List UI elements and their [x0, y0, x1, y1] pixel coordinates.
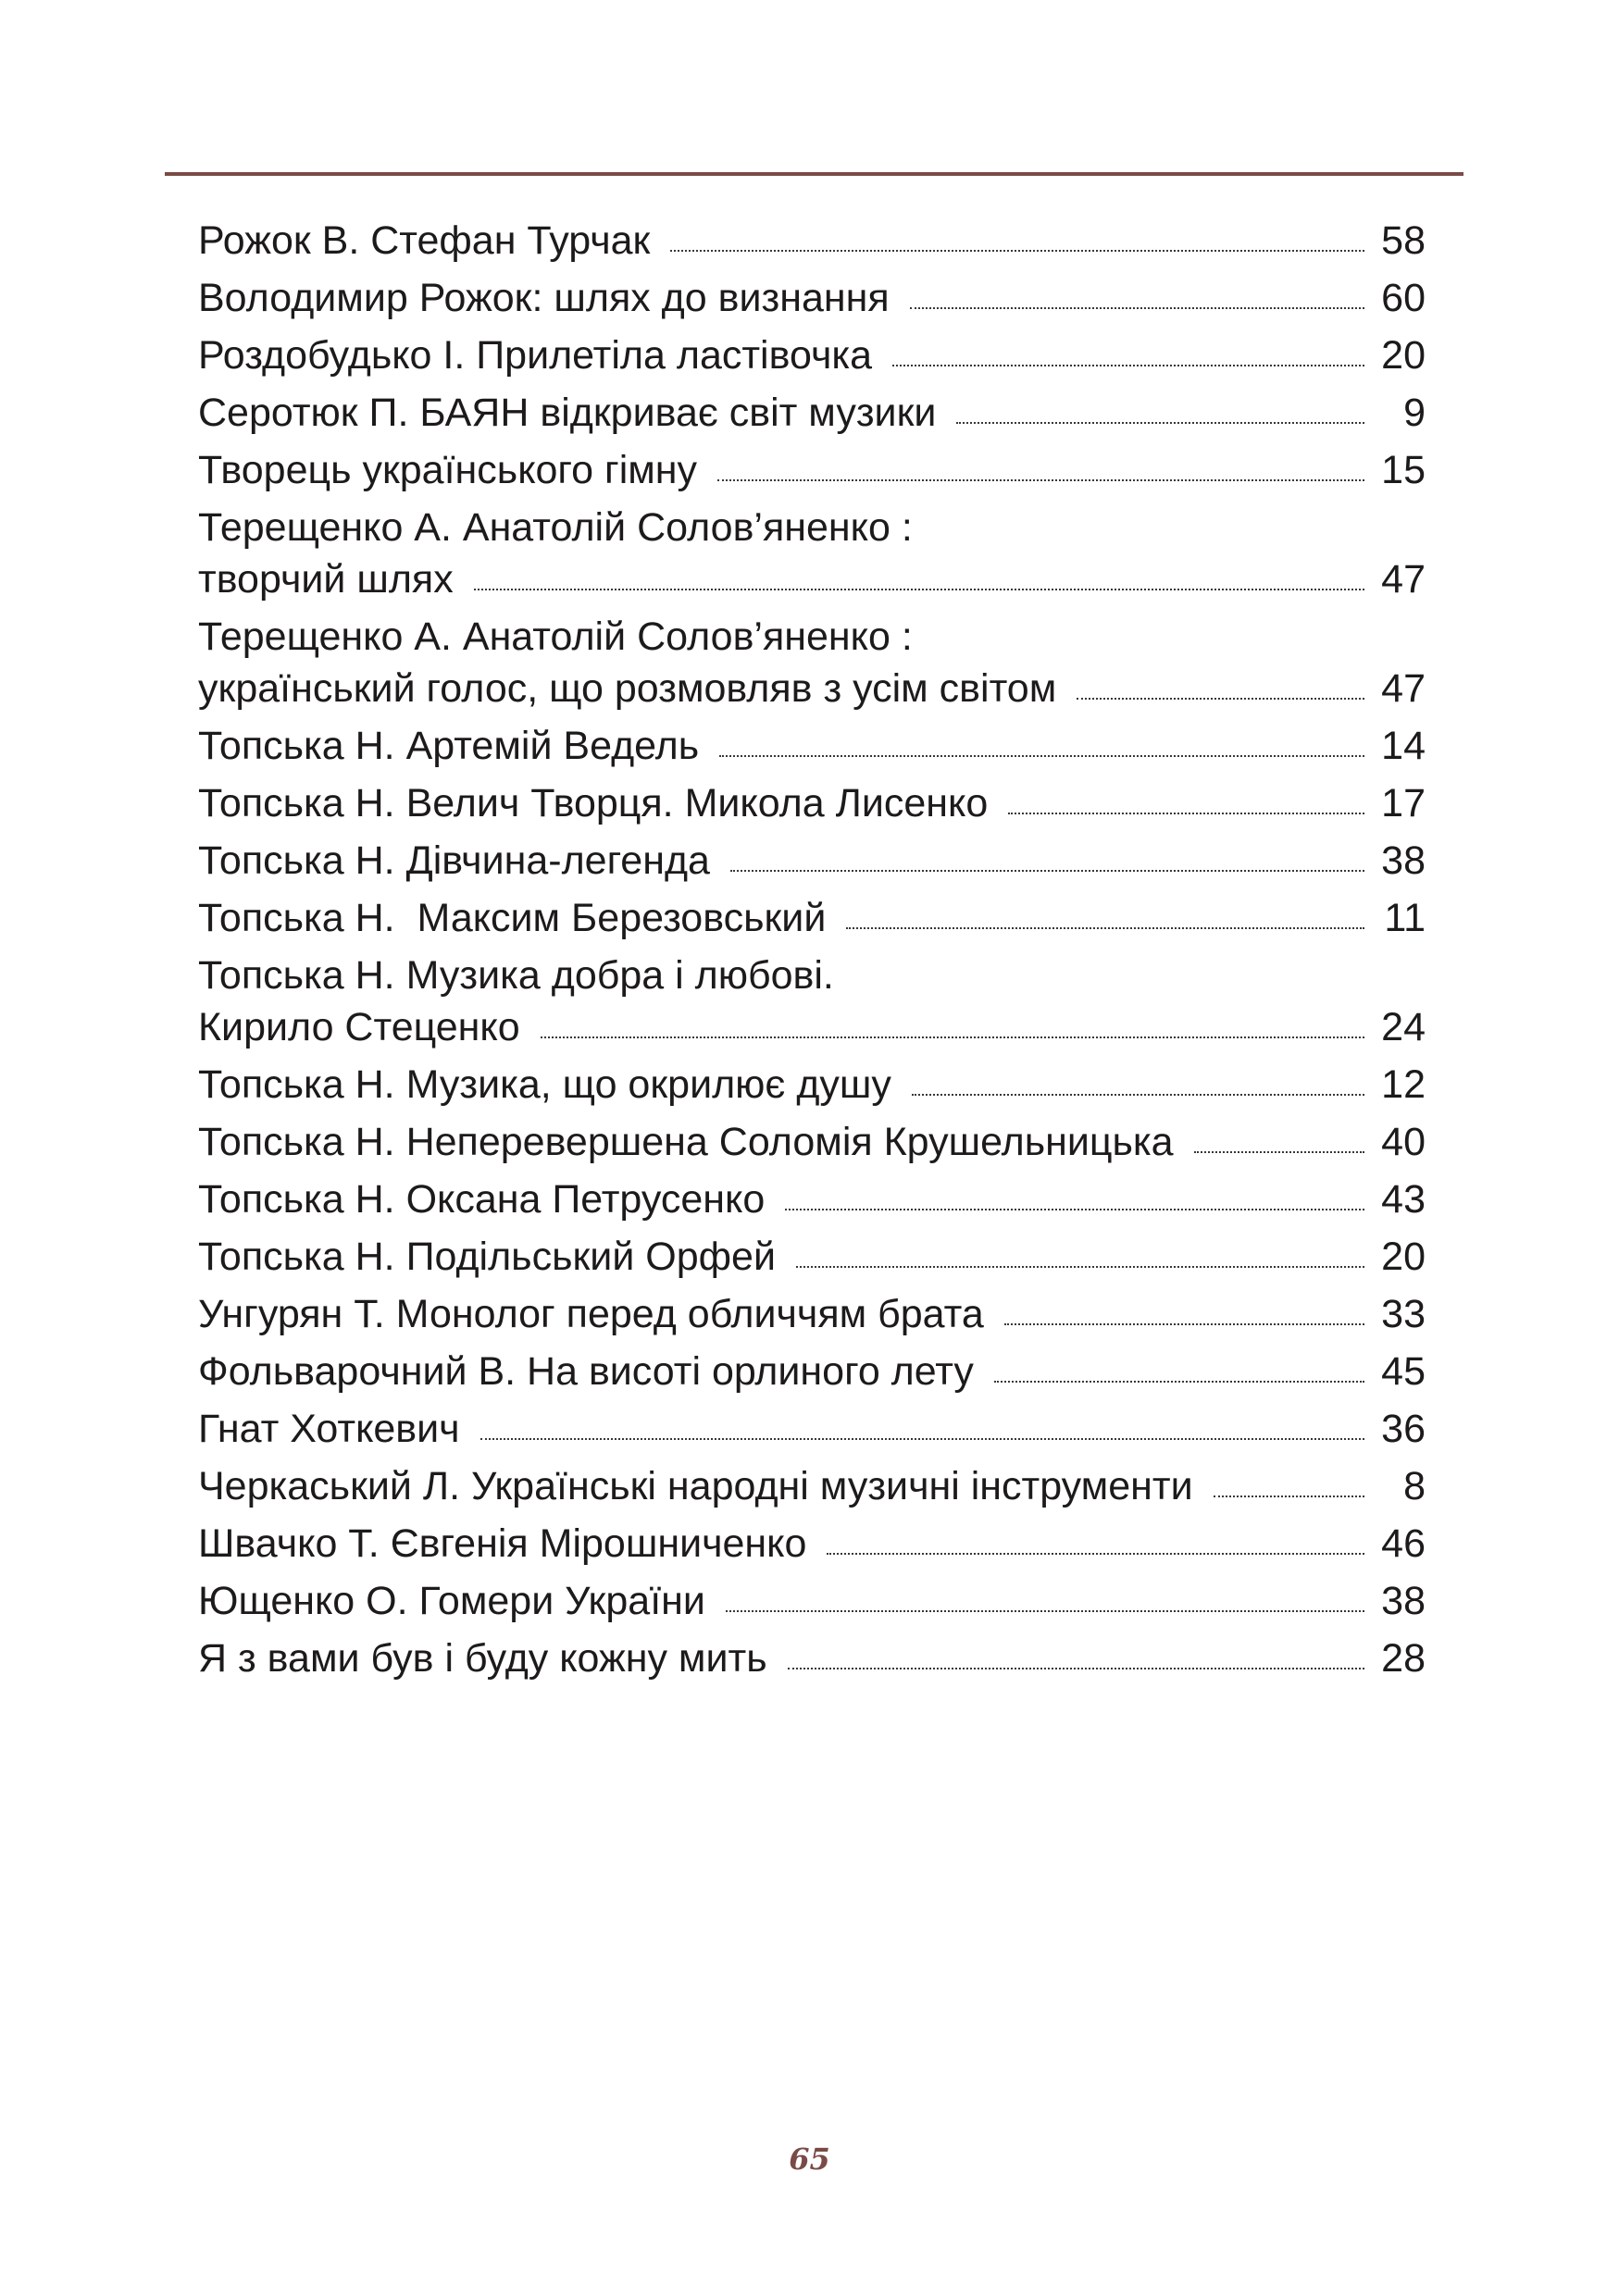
toc-entry	[198, 835, 1426, 887]
dot-leader	[796, 1266, 1364, 1268]
toc-entry-title: Творець українського гімну	[198, 448, 698, 492]
toc-entry-page: 33	[1381, 1292, 1426, 1336]
toc-entry-page: 60	[1381, 276, 1426, 320]
dot-leader	[785, 1209, 1364, 1210]
toc-entry-title: Серотюк П. БАЯН відкриває світ музики	[198, 391, 937, 435]
toc-entry-title: Володимир Рожок: шлях до визнання	[198, 276, 890, 320]
dot-leader	[994, 1381, 1364, 1383]
dot-leader	[892, 365, 1364, 366]
toc-entry	[198, 1116, 1426, 1168]
dot-leader	[1214, 1496, 1364, 1497]
dot-leader	[956, 422, 1364, 424]
toc-entry	[198, 1632, 1426, 1684]
toc-entry-page: 43	[1381, 1177, 1426, 1222]
toc-entry	[198, 387, 1426, 439]
toc-entry-title-first-line: Топська Н. Музика добра і любові.	[198, 953, 834, 998]
dot-leader	[480, 1438, 1364, 1440]
toc-entry-title: Топська Н. Подільський Орфей	[198, 1235, 776, 1279]
toc-entry	[198, 502, 1426, 605]
dot-leader	[1194, 1151, 1364, 1153]
toc-entry	[198, 272, 1426, 324]
toc-entry-page: 58	[1381, 218, 1426, 263]
toc-entry-title: Рожок В. Стефан Турчак	[198, 218, 651, 263]
toc-entry	[198, 1173, 1426, 1225]
toc-entry-page: 11	[1384, 896, 1426, 940]
toc-entry-page: 47	[1381, 666, 1426, 711]
toc-entry-page: 20	[1381, 1235, 1426, 1279]
toc-entry-page: 14	[1381, 724, 1426, 768]
toc-entry-title: Я з вами був і буду кожну мить	[198, 1636, 767, 1681]
toc-entry-title: Фольварочний В. На висоті орлиного лету	[198, 1349, 974, 1394]
dot-leader	[474, 589, 1364, 590]
toc-entry-title-first-line: Терещенко А. Анатолій Солов’яненко :	[198, 505, 913, 550]
toc-entry-title: Топська Н. Дівчина-легенда	[198, 838, 710, 883]
toc-entry-page: 20	[1381, 333, 1426, 378]
toc-entry-page: 45	[1381, 1349, 1426, 1394]
toc-entry	[198, 1288, 1426, 1340]
dot-leader	[827, 1553, 1364, 1555]
toc-entry-title: український голос, що розмовляв з усім світом	[198, 666, 1057, 711]
toc-entry-page: 9	[1403, 391, 1426, 435]
table-of-contents	[198, 215, 1426, 1690]
toc-entry-page: 17	[1381, 781, 1426, 825]
toc-entry-title-first-line: Терещенко А. Анатолій Солов’яненко :	[198, 614, 913, 659]
dot-leader	[912, 1094, 1364, 1096]
toc-entry-title: Топська Н. Оксана Петрусенко	[198, 1177, 766, 1222]
dot-leader	[541, 1036, 1364, 1038]
toc-entry	[198, 215, 1426, 267]
toc-entry-page: 12	[1381, 1062, 1426, 1107]
toc-entry-title: Ющенко О. Гомери України	[198, 1579, 705, 1623]
toc-entry-page: 36	[1381, 1407, 1426, 1451]
toc-entry-page: 38	[1381, 838, 1426, 883]
toc-entry-page: 38	[1381, 1579, 1426, 1623]
toc-entry-title: Швачко Т. Євгенія Мірошниченко	[198, 1521, 807, 1566]
toc-entry	[198, 777, 1426, 829]
dot-leader	[910, 307, 1364, 309]
page-number: 65	[789, 2141, 830, 2177]
toc-entry-page: 28	[1381, 1636, 1426, 1681]
dot-leader	[730, 870, 1364, 872]
toc-entry	[198, 611, 1426, 714]
toc-entry	[198, 1346, 1426, 1397]
toc-entry-title: Топська Н. Максим Березовський	[198, 896, 827, 940]
toc-entry-title: творчий шлях	[198, 557, 454, 602]
toc-entry	[198, 329, 1426, 381]
toc-entry-title: Унгурян Т. Монолог перед обличчям брата	[198, 1292, 984, 1336]
toc-entry-title: Черкаський Л. Українські народні музичні інструменти	[198, 1464, 1193, 1508]
toc-entry-title: Гнат Хоткевич	[198, 1407, 460, 1451]
toc-entry-title: Топська Н. Музика, що окрилює душу	[198, 1062, 891, 1107]
toc-entry	[198, 1059, 1426, 1111]
toc-entry	[198, 444, 1426, 496]
dot-leader	[1008, 813, 1364, 814]
toc-entry-page: 8	[1403, 1464, 1426, 1508]
toc-entry	[198, 1460, 1426, 1512]
dot-leader	[1077, 698, 1364, 700]
dot-leader	[670, 250, 1364, 252]
toc-entry-page: 46	[1381, 1521, 1426, 1566]
toc-entry	[198, 1231, 1426, 1283]
dot-leader	[788, 1668, 1364, 1669]
toc-entry-page: 47	[1381, 557, 1426, 602]
dot-leader	[1004, 1323, 1364, 1325]
toc-entry-title: Топська Н. Велич Творця. Микола Лисенко	[198, 781, 989, 825]
toc-entry-title: Топська Н. Артемій Ведель	[198, 724, 700, 768]
toc-entry-title: Кирило Стеценко	[198, 1005, 520, 1049]
dot-leader	[717, 479, 1364, 481]
toc-entry	[198, 1518, 1426, 1570]
toc-entry	[198, 892, 1426, 944]
dot-leader	[719, 755, 1364, 757]
dot-leader	[726, 1610, 1364, 1612]
toc-entry-page: 15	[1381, 448, 1426, 492]
toc-entry-title: Роздобудько І. Прилетіла ластівочка	[198, 333, 873, 378]
toc-entry	[198, 1575, 1426, 1627]
toc-entry	[198, 949, 1426, 1053]
toc-entry-page: 40	[1381, 1120, 1426, 1164]
header-rule	[165, 172, 1463, 176]
dot-leader	[846, 927, 1364, 929]
toc-entry	[198, 1403, 1426, 1455]
toc-entry-title: Топська Н. Неперевершена Соломія Крушельницька	[198, 1120, 1174, 1164]
toc-entry	[198, 720, 1426, 772]
toc-entry-page: 24	[1381, 1005, 1426, 1049]
